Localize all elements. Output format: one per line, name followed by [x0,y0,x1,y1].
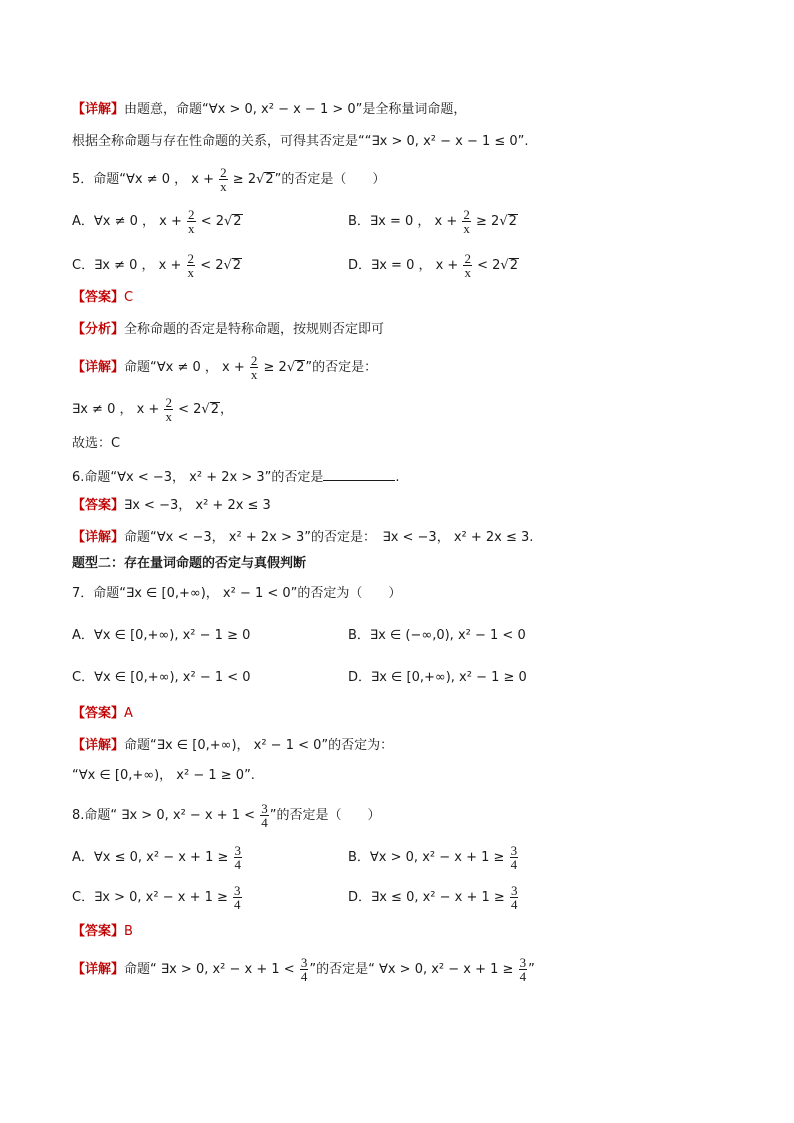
fraction: $\frac{3}{4}$ [519,955,527,984]
q7-detail-result: “∀x ∈ [0,+∞)， x² − 1 ≥ 0”. [72,768,255,783]
q8-option-d[interactable]: D．∃x ≤ 0, x² − x + 1 ≥ $\frac{3}{4}$ [348,883,518,912]
q7-stem: 7．命题“∃x ∈ [0,+∞)， x² − 1 < 0”的否定为（ ） [72,586,402,601]
fraction: $\frac{2}{x}$ [250,353,258,382]
q7-detail: 【详解】命题“∃x ∈ [0,+∞)， x² − 1 < 0”的否定为： [72,738,394,753]
q5-option-a[interactable]: A．∀x ≠ 0 ， x + $\frac{2}{x}$ < 2√2 [72,207,242,236]
q5-option-b[interactable]: B．∃x = 0 ， x + $\frac{2}{x}$ ≥ 2√2 [348,207,517,236]
q7-option-d[interactable]: D．∃x ∈ [0,+∞), x² − 1 ≥ 0 [348,670,527,685]
q6-answer: 【答案】∃x < −3， x² + 2x ≤ 3 [72,498,271,513]
fraction: $\frac{2}{x}$ [187,251,195,280]
q5-analysis: 【分析】全称命题的否定是特称命题，按规则否定即可 [72,322,385,337]
q5-option-c[interactable]: C．∃x ≠ 0 ， x + $\frac{2}{x}$ < 2√2 [72,251,242,280]
q5-choose: 故选：C [72,436,121,451]
fraction: $\frac{3}{4}$ [300,955,308,984]
fraction: $\frac{3}{4}$ [234,843,242,872]
fraction: $\frac{3}{4}$ [510,883,518,912]
q4-detail-line2: 根据全称命题与存在性命题的关系，可得其否定是““∃x > 0, x² − x − 1 ≤ 0”. [72,134,529,149]
q8-option-c[interactable]: C．∃x > 0, x² − x + 1 ≥ $\frac{3}{4}$ [72,883,241,912]
q8-answer: 【答案】B [72,924,133,939]
q4-detail-line1 [72,100,466,120]
q8-detail: 【详解】命题“ ∃x > 0, x² − x + 1 < $\frac{3}{4}$ ”的否定是“ ∀x > 0, x² − x + 1 ≥ $\frac{3}{4}$ ” [72,955,535,984]
fraction: $\frac{2}{x}$ [188,207,195,236]
q5-answer: 【答案】C [72,290,134,305]
q7-option-c[interactable]: C．∀x ∈ [0,+∞), x² − 1 < 0 [72,670,251,685]
fraction: $\frac{2}{x}$ [165,395,172,424]
fraction: $\frac{2}{x}$ [220,165,227,194]
q8-option-b[interactable]: B．∀x > 0, x² − x + 1 ≥ $\frac{3}{4}$ [348,843,518,872]
q4-detail-text1: 由题意，命题“∀x > 0, x² − x − 1 > 0”是全称量词命题， [124,102,467,117]
fraction: $\frac{3}{4}$ [510,843,518,872]
section-title: 题型二：存在量词命题的否定与真假判断 [72,556,307,571]
q5-detail-result: ∃x ≠ 0 ， x + $\frac{2}{x}$ < 2√2， [72,395,233,424]
fraction: $\frac{2}{x}$ [463,207,470,236]
q6-stem: 6.命题“∀x < −3， x² + 2x > 3”的否定是 . [72,466,400,488]
q7-answer: 【答案】A [72,706,133,721]
q7-option-b[interactable]: B．∃x ∈ (−∞,0), x² − 1 < 0 [348,628,526,643]
q7-option-a[interactable]: A．∀x ∈ [0,+∞), x² − 1 ≥ 0 [72,628,251,643]
fraction: $\frac{3}{4}$ [234,883,241,912]
q5-stem: 5．命题“∀x ≠ 0 ， x + $\frac{2}{x}$ ≥ 2√2”的否定是（ ） [72,165,386,194]
q8-stem: 8.命题“ ∃x > 0, x² − x + 1 < $\frac{3}{4}$ ”的否定是（ ） [72,801,381,830]
fraction: $\frac{2}{x}$ [464,251,471,280]
detail-tag: 【详解】 [72,102,125,117]
q6-detail: 【详解】命题“∀x < −3， x² + 2x > 3”的否定是： ∃x < −3， x² + 2x ≤ 3. [72,530,534,545]
q8-option-a[interactable]: A．∀x ≤ 0, x² − x + 1 ≥ $\frac{3}{4}$ [72,843,242,872]
q5-detail: 【详解】命题“∀x ≠ 0 ， x + $\frac{2}{x}$ ≥ 2√2”的否定是： [72,353,378,382]
q5-option-d[interactable]: D．∃x = 0 ， x + $\frac{2}{x}$ < 2√2 [348,251,518,280]
fraction: $\frac{3}{4}$ [261,801,268,830]
answer-blank[interactable] [323,466,395,481]
